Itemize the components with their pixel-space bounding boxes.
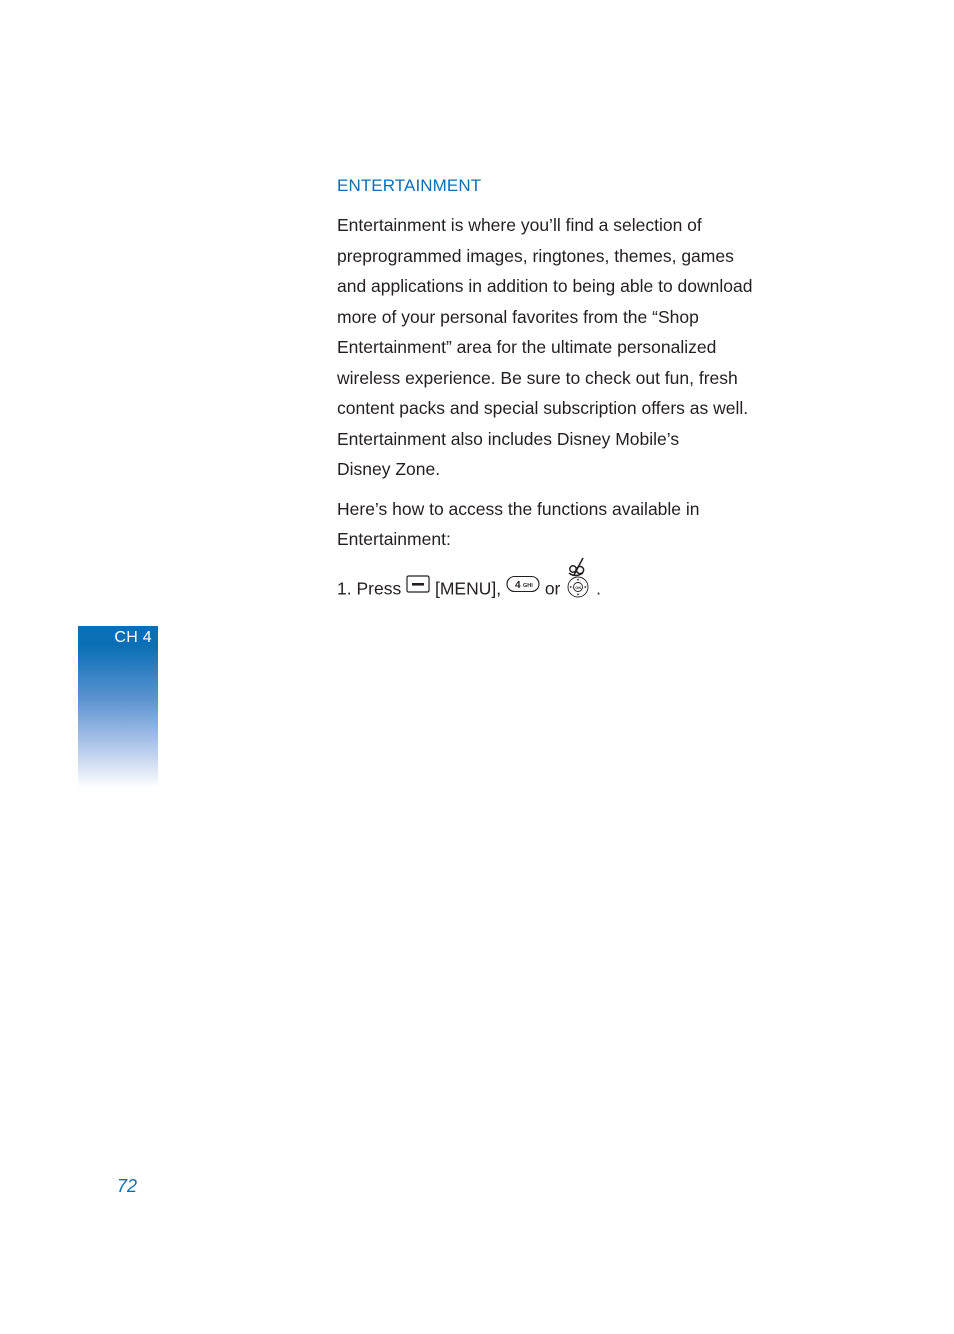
menu-label: [MENU], — [434, 577, 502, 598]
ok-navigation-key-icon — [565, 556, 591, 608]
svg-text:GHI: GHI — [522, 583, 533, 589]
paragraph-line: Entertainment also includes Disney Mobile’s — [337, 428, 680, 449]
paragraph-line: Here’s how to access the functions available in — [337, 498, 700, 519]
svg-text:4: 4 — [514, 580, 521, 591]
step-prefix: 1. Press — [337, 577, 402, 598]
main-content — [337, 172, 782, 615]
paragraph-line: Entertainment” area for the ultimate personalized — [337, 337, 717, 357]
chapter-label: CH 4 — [114, 629, 152, 646]
access-paragraph — [337, 494, 782, 555]
paragraph-line: content packs and special subscription offers as well. — [337, 398, 749, 418]
paragraph-line: wireless experience. Be sure to check out fun, fresh — [337, 367, 738, 388]
svg-text:OK: OK — [575, 584, 582, 590]
or-label: or — [544, 577, 561, 598]
entertainment-mickey-icon — [569, 558, 584, 576]
step-end: . — [596, 577, 602, 598]
menu-softkey-icon — [406, 572, 430, 603]
key-4-ghi-icon — [506, 572, 540, 603]
page-number: 72 — [117, 1176, 138, 1196]
paragraph-line: Disney Zone. — [337, 459, 441, 479]
paragraph-line: and applications in addition to being able to download — [337, 276, 753, 296]
chapter-tab — [78, 626, 158, 788]
paragraph-line: Entertainment: — [337, 529, 451, 549]
paragraph-line: preprogrammed images, ringtones, themes, games — [337, 245, 734, 266]
paragraph-line: Entertainment is where you’ll find a selection of — [337, 215, 702, 235]
section-heading: ENTERTAINMENT — [337, 176, 482, 195]
step-1 — [337, 564, 782, 616]
intro-paragraph — [337, 210, 782, 485]
paragraph-line: more of your personal favorites from the “Shop — [337, 306, 699, 327]
